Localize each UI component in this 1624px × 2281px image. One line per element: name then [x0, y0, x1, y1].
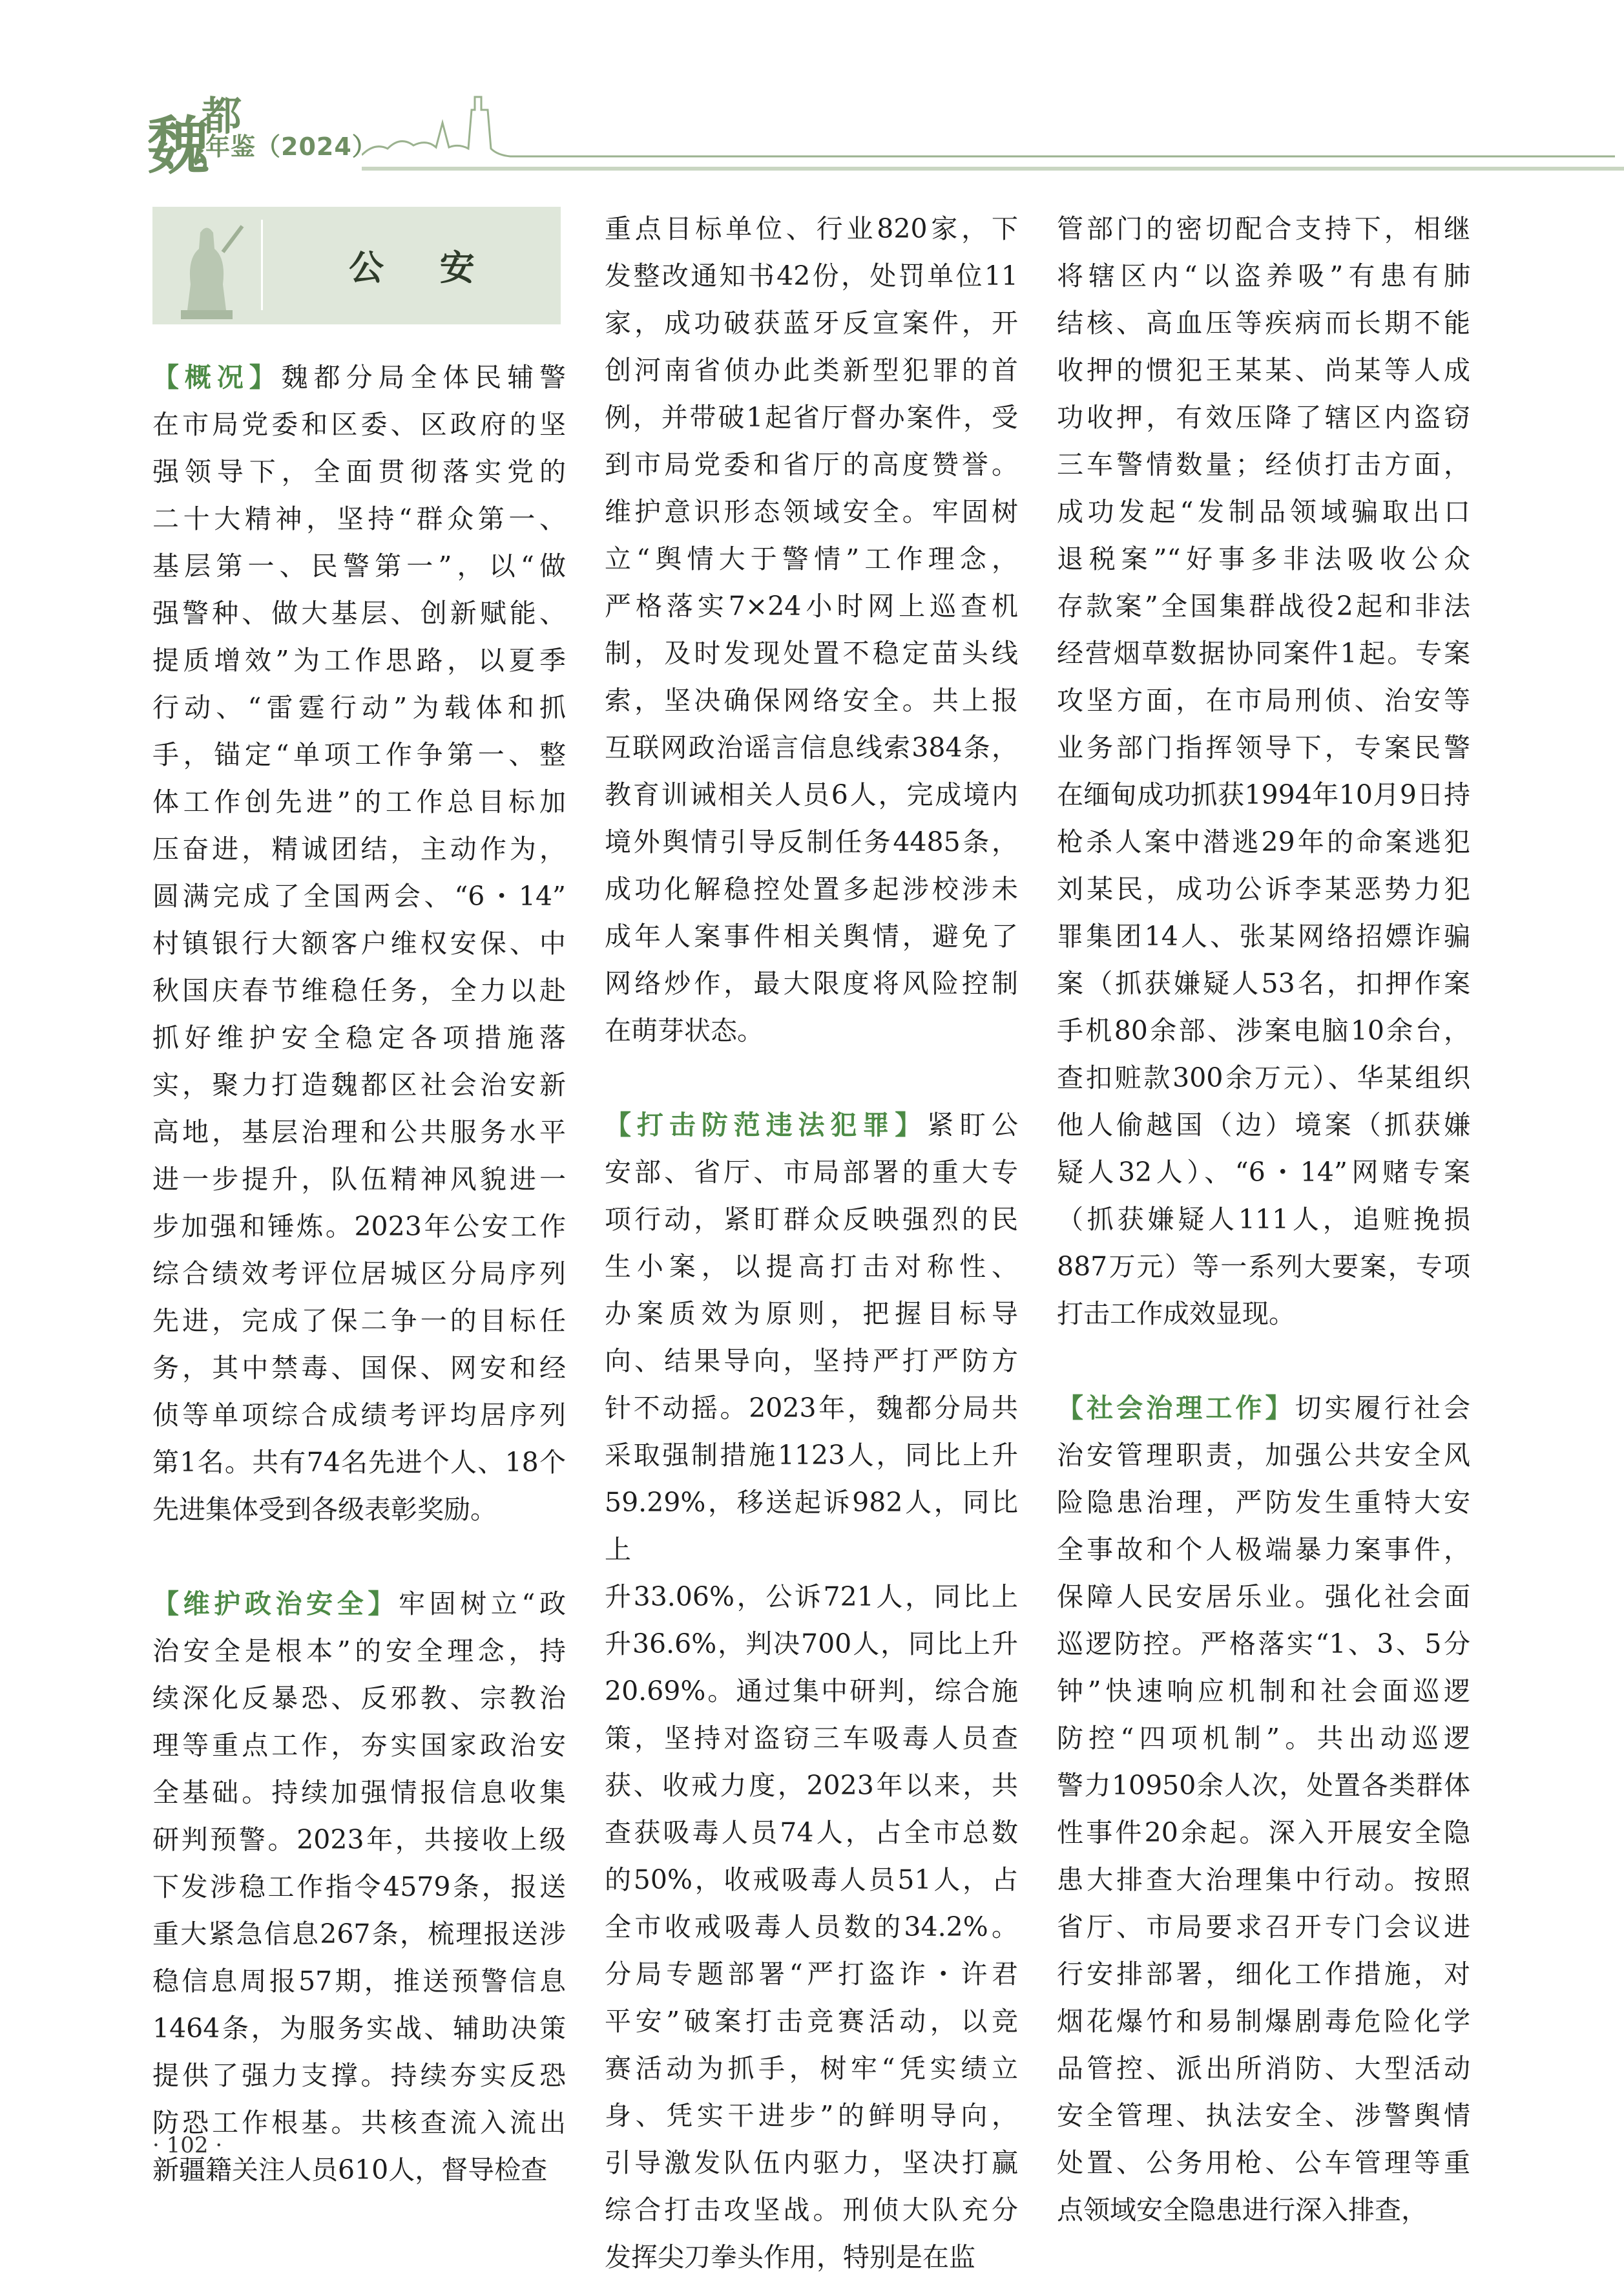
text-line: 发挥尖刀拳头作用，特别是在监 [605, 2242, 975, 2273]
text-line: 项行动，紧盯群众反映强烈的民 [605, 1204, 1018, 1235]
text-line: 点领域安全隐患进行深入排查， [1057, 2194, 1428, 2225]
paragraph-heading: 【打击防范违法犯罪】 [605, 1109, 928, 1140]
text-line: 提供了强力支撑。持续夯实反恐 [152, 2060, 566, 2091]
text-run: 紧盯公 [927, 1109, 1019, 1140]
yearbook-label: 年鉴（2024） [205, 132, 377, 161]
text-line: 手机80余部、涉案电脑10余台， [1057, 1015, 1470, 1046]
text-line: 获、收戒力度，2023年以来，共 [605, 1770, 1018, 1801]
text-line: 索，坚决确保网络安全。共上报 [605, 685, 1018, 716]
text-line: 村镇银行大额客户维权安保、中 [152, 928, 566, 959]
text-line: 三车警情数量；经侦打击方面， [1057, 449, 1470, 480]
text-line: 生小案，以提高打击对称性、 [605, 1251, 1018, 1282]
text-line: 安全管理、执法安全、涉警舆情 [1057, 2100, 1470, 2131]
text-line: 业务部门指挥领导下，专案民警 [1057, 732, 1470, 763]
text-line: 行安排部署，细化工作措施，对 [1057, 1959, 1470, 1990]
paragraph [152, 1581, 566, 2194]
skyline-decoration [362, 84, 1615, 168]
text-line: 全事故和个人极端暴力案事件， [1057, 1534, 1470, 1565]
text-line: 高地，基层治理和公共服务水平 [152, 1117, 566, 1148]
text-line: 下发涉稳工作指令4579条，报送 [152, 1871, 566, 1902]
text-line: 成功发起“发制品领域骗取出口 [1057, 496, 1470, 527]
text-line: 全基础。持续加强情报信息收集 [152, 1777, 566, 1808]
text-line: 存款案”全国集群战役2起和非法 [1057, 591, 1470, 622]
text-line: 收押的惯犯王某某、尚某等人成 [1057, 355, 1470, 386]
text-line: 手，锚定“单项工作争第一、整 [152, 739, 566, 770]
text-line: 针不动摇。2023年，魏都分局共 [605, 1393, 1018, 1424]
text-line: 策，坚持对盗窃三车吸毒人员查 [605, 1723, 1018, 1754]
text-line: 网络炒作，最大限度将风险控制 [605, 968, 1018, 999]
text-line: 1464条，为服务实战、辅助决策 [152, 2013, 566, 2044]
text-line: 打击工作成效显现。 [1057, 1298, 1295, 1329]
text-line: 平安”破案打击竞赛活动，以竞 [605, 2006, 1018, 2037]
text-line: 案（抓获嫌疑人53名，扣押作案 [1057, 968, 1470, 999]
text-line: 提质增效”为工作思路，以夏季 [152, 645, 566, 676]
text-line: 在萌芽状态。 [605, 1015, 764, 1046]
logo-du: 都 [202, 92, 242, 140]
text-line: 家，成功破获蓝牙反宣案件，开 [605, 308, 1018, 339]
title-divider [261, 220, 263, 310]
text-line: （抓获嫌疑人111人，追赃挽损 [1057, 1204, 1470, 1235]
text-line: 升33.06%，公诉721人，同比上 [605, 1581, 1018, 1612]
text-line: 教育训诫相关人员6人，完成境内 [605, 779, 1018, 810]
text-line: 烟花爆竹和易制爆剧毒危险化学 [1057, 2006, 1470, 2037]
text-line: 发整改通知书42份，处罚单位11 [605, 260, 1018, 291]
text-line [152, 354, 566, 401]
text-line: 成年人案事件相关舆情，避免了 [605, 921, 1018, 952]
section-title: 公 安 [349, 247, 497, 288]
text-line: 治安全是根本”的安全理念，持 [152, 1635, 566, 1666]
text-line: 步加强和锤炼。2023年公安工作 [152, 1211, 566, 1242]
text-line: 管部门的密切配合支持下，相继 [1057, 213, 1470, 244]
text-line: 进一步提升，队伍精神风貌进一 [152, 1164, 566, 1195]
paragraph-heading: 【维护政治安全】 [152, 1588, 399, 1619]
text-line: 将辖区内“以盗养吸”有患有肺 [1057, 260, 1470, 291]
text-line: 的50%，收戒吸毒人员51人，占 [605, 1864, 1018, 1895]
text-line: 理等重点工作，夯实国家政治安 [152, 1730, 566, 1761]
text-line: 他人偷越国（边）境案（抓获嫌 [1057, 1109, 1470, 1140]
text-run: 魏都分局全体民辅警 [281, 362, 567, 393]
text-line: 查扣赃款300余万元）、华某组织 [1057, 1062, 1470, 1093]
text-line: 攻坚方面，在市局刑侦、治安等 [1057, 685, 1470, 716]
text-run: 切实履行社会 [1295, 1393, 1471, 1424]
paragraph [152, 354, 566, 1533]
text-line: 钟”快速响应机制和社会面巡逻 [1057, 1676, 1470, 1707]
text-line: 查获吸毒人员74人，占全市总数 [605, 1817, 1018, 1848]
text-run: 牢固树立“政 [398, 1588, 567, 1619]
paragraph [1057, 205, 1470, 1338]
text-line: 第1名。共有74名先进个人、18个 [152, 1447, 566, 1478]
text-line: 全市收戒吸毒人员数的34.2%。 [605, 1911, 1018, 1942]
text-line: 安部、省厅、市局部署的重大专 [605, 1157, 1018, 1188]
text-line: 实，聚力打造魏都区社会治安新 [152, 1069, 566, 1100]
text-line: 在市局党委和区委、区政府的坚 [152, 409, 566, 440]
paragraph [605, 205, 1018, 1055]
text-line: 先进，完成了保二争一的目标任 [152, 1305, 566, 1336]
text-line: 防控“四项机制”。共出动巡逻 [1057, 1723, 1470, 1754]
logo-wei: 魏 [147, 109, 209, 182]
text-line: 功收押，有效压降了辖区内盗窃 [1057, 402, 1470, 433]
text-line: 警力10950余人次，处置各类群体 [1057, 1770, 1470, 1801]
text-line: 巡逻防控。严格落实“1、3、5分 [1057, 1628, 1470, 1659]
text-line: 研判预警。2023年，共接收上级 [152, 1824, 566, 1855]
text-line: 患大排查大治理集中行动。按照 [1057, 1864, 1470, 1895]
text-line: 向、结果导向，坚持严打严防方 [605, 1345, 1018, 1376]
text-line: 引导激发队伍内驱力，坚决打赢 [605, 2147, 1018, 2178]
text-line: 秋国庆春节维稳任务，全力以赴 [152, 975, 566, 1006]
text-line: 省厅、市局要求召开专门会议进 [1057, 1911, 1470, 1942]
text-line [152, 1581, 566, 1628]
text-line: 身、凭实干进步”的鲜明导向， [605, 2100, 1018, 2131]
text-line: 品管控、派出所消防、大型活动 [1057, 2053, 1470, 2084]
text-line: 20.69%。通过集中研判，综合施 [605, 1676, 1018, 1707]
text-line: 综合绩效考评位居城区分局序列 [152, 1258, 566, 1289]
text-line: 刘某民，成功公诉李某恶势力犯 [1057, 874, 1470, 905]
text-line: 综合打击攻坚战。刑侦大队充分 [605, 2194, 1018, 2225]
text-line: 二十大精神，坚持“群众第一、 [152, 503, 566, 534]
text-line: 抓好维护安全稳定各项措施落 [152, 1022, 566, 1053]
text-line: 侦等单项综合成绩考评均居序列 [152, 1400, 566, 1431]
text-line: 采取强制措施1123人，同比上升 [605, 1440, 1018, 1471]
text-line: 在缅甸成功抓获1994年10月9日持 [1057, 779, 1470, 810]
paragraph [1057, 1385, 1470, 2234]
text-line: 升36.6%，判决700人，同比上升 [605, 1628, 1018, 1659]
text-line: 行动、“雷霆行动”为载体和抓 [152, 692, 566, 723]
text-line: 续深化反暴恐、反邪教、宗教治 [152, 1683, 566, 1714]
text-line: 退税案”“好事多非法吸收公众 [1057, 543, 1470, 574]
page-header [0, 0, 1624, 182]
text-line: 立“舆情大于警情”工作理念， [605, 543, 1018, 574]
text-line: 互联网政治谣言信息线索384条， [605, 732, 1018, 763]
header-rule [362, 167, 1624, 171]
text-line: 治安管理职责，加强公共安全风 [1057, 1440, 1470, 1471]
text-line: 维护意识形态领域安全。牢固树 [605, 496, 1018, 527]
text-line: 59.29%，移送起诉982人，同比上 [605, 1487, 1018, 1565]
text-line: 强领导下，全面贯彻落实党的 [152, 456, 566, 487]
text-line: 体工作创先进”的工作总目标加 [152, 786, 566, 817]
text-line: 先进集体受到各级表彰奖励。 [152, 1494, 497, 1525]
text-line: 重大紧急信息267条，梳理报送涉 [152, 1918, 566, 1950]
text-line: 创河南省侦办此类新型犯罪的首 [605, 355, 1018, 386]
page-number: · 102 · [152, 2132, 223, 2158]
text-line: 疑人32人）、“6・14”网赌专案 [1057, 1157, 1470, 1188]
text-line [1057, 1385, 1470, 1432]
text-line: 保障人民安居乐业。强化社会面 [1057, 1581, 1470, 1612]
text-line: 枪杀人案中潜逃29年的命案逃犯 [1057, 826, 1470, 857]
text-line: 重点目标单位、行业820家，下 [605, 213, 1018, 244]
paragraph [605, 1102, 1018, 2281]
text-line: 压奋进，精诚团结，主动作为， [152, 834, 566, 865]
text-line: 严格落实7×24小时网上巡查机 [605, 591, 1018, 622]
text-line: 险隐患治理，严防发生重特大安 [1057, 1487, 1470, 1518]
text-line: 处置、公务用枪、公车管理等重 [1057, 2147, 1470, 2178]
paragraph-heading: 【概况】 [152, 362, 282, 393]
text-line: 887万元）等一系列大要案，专项 [1057, 1251, 1470, 1282]
text-line: 结核、高血压等疾病而长期不能 [1057, 308, 1470, 339]
text-line: 赛活动为抓手，树牢“凭实绩立 [605, 2053, 1018, 2084]
text-line: 成功化解稳控处置多起涉校涉未 [605, 874, 1018, 905]
text-line: 分局专题部署“严打盗诈・许君 [605, 1959, 1018, 1990]
text-line: 到市局党委和省厅的高度赞誉。 [605, 449, 1018, 480]
paragraph-heading: 【社会治理工作】 [1057, 1393, 1295, 1424]
text-line: 制，及时发现处置不稳定苗头线 [605, 638, 1018, 669]
text-line: 性事件20余起。深入开展安全隐 [1057, 1817, 1470, 1848]
text-line: 强警种、做大基层、创新赋能、 [152, 598, 566, 629]
text-line: 例，并带破1起省厅督办案件，受 [605, 402, 1018, 433]
text-line: 境外舆情引导反制任务4485条， [605, 826, 1018, 857]
text-line: 基层第一、民警第一”，以“做 [152, 551, 566, 582]
text-line: 防恐工作根基。共核查流入流出 [152, 2107, 566, 2138]
text-line: 务，其中禁毒、国保、网安和经 [152, 1352, 566, 1383]
text-line [605, 1102, 1018, 1149]
statue-icon [161, 213, 252, 322]
text-line: 圆满完成了全国两会、“6・14” [152, 881, 566, 912]
text-line: 办案质效为原则，把握目标导 [605, 1298, 1018, 1329]
text-line: 新疆籍关注人员610人，督导检查 [152, 2154, 548, 2185]
text-line: 经营烟草数据协同案件1起。专案 [1057, 638, 1470, 669]
text-line: 稳信息周报57期，推送预警信息 [152, 1966, 566, 1997]
text-line: 罪集团14人、张某网络招嫖诈骗 [1057, 921, 1470, 952]
